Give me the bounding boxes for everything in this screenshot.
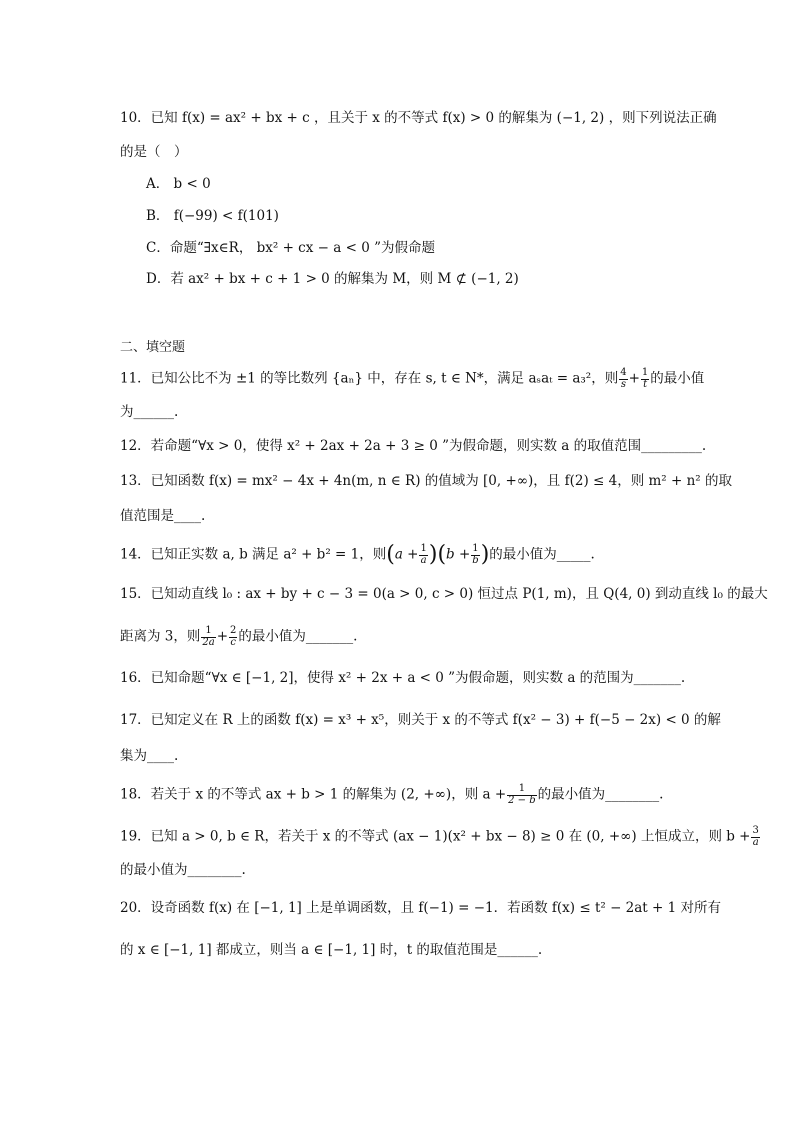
q20-line2: 的 x ∈ [−1, 1] 都成立，则当 a ∈ [−1, 1] 时，t 的取值范围是______. — [120, 942, 543, 958]
q19-fraction-3-over-a: $\frac{3}{a}$ — [752, 825, 759, 848]
q15-text-b: 的最小值为_______. — [238, 628, 358, 645]
q19-line2: 的最小值为________. — [120, 862, 246, 878]
q14-text-a: 14．已知正实数 a, b 满足 a² + b² = 1，则 — [120, 546, 387, 563]
q14-line1 — [120, 544, 595, 566]
q18-text-b: 的最小值为________. — [537, 786, 664, 803]
q20-line1: 20．设奇函数 f(x) 在 [−1, 1] 上是单调函数，且 f(−1) = −1．若函数 f(x) ≤ t² − 2at + 1 对所有 — [120, 900, 722, 916]
q14-paren-open-1: ( — [386, 542, 395, 567]
q18-line1 — [120, 784, 663, 806]
q15-fraction-2-over-c: $\frac{2}{c}$ — [230, 625, 237, 648]
q11-fraction-1-over-t: $\frac{1}{t}$ — [641, 367, 649, 390]
q10-stem-line2: 的是（ ） — [120, 144, 188, 160]
q15-plus: + — [216, 628, 229, 645]
q13-line2: 值范围是____. — [120, 508, 206, 524]
q15-fraction-1-over-2a: $\frac{1}{2a}$ — [202, 625, 215, 648]
q16-line1: 16．已知命题“∀x ∈ [−1, 2]，使得 x² + 2x + a < 0 ”为假命题，则实数 a 的范围为_______. — [120, 670, 686, 686]
q14-fraction-1-over-b: $\frac{1}{b}$ — [472, 543, 479, 566]
q10-stem-line1: 10．已知 f(x) = ax² + bx + c ，且关于 x 的不等式 f(x) > 0 的解集为 (−1, 2) ，则下列说法正确 — [120, 110, 717, 126]
q14-expr-b: b + — [446, 546, 471, 563]
q17-line1: 17．已知定义在 R 上的函数 f(x) = x³ + x⁵，则关于 x 的不等式 f(x² − 3) + f(−5 − 2x) < 0 的解 — [120, 712, 721, 728]
q15-text-a: 距离为 3，则 — [120, 628, 201, 645]
q10-option-a: A． b < 0 — [146, 176, 211, 192]
q14-paren-close-2: ) — [480, 542, 490, 567]
q12-line1: 12．若命题“∀x > 0，使得 x² + 2ax + 2a + 3 ≥ 0 ”为假命题，则实数 a 的取值范围_________. — [120, 438, 707, 454]
q19-text-a: 19．已知 a > 0, b ∈ R，若关于 x 的不等式 (ax − 1)(x² + bx − 8) ≥ 0 在 (0, +∞) 上恒成立，则 b + — [120, 828, 751, 845]
q10-option-d: D．若 ax² + bx + c + 1 > 0 的解集为 M，则 M ⊄ (−1, 2) — [146, 271, 519, 287]
q10-option-b: B． f(−99) < f(101) — [146, 208, 279, 224]
q11-text-a: 11．已知公比不为 ±1 的等比数列 {aₙ} 中，存在 s, t ∈ N*，满足 aₛaₜ = a₃²，则 — [120, 370, 619, 387]
q14-paren-close-1: ) — [428, 542, 438, 567]
q11-fraction-4-over-s: $\frac{4}{s}$ — [620, 367, 627, 390]
q11-line1 — [120, 368, 704, 390]
q14-text-b: 的最小值为_____. — [489, 546, 595, 563]
q15-line1: 15．已知动直线 l₀ : ax + by + c − 3 = 0(a > 0, c > 0) 恒过点 P(1, m)，且 Q(4, 0) 到动直线 l₀ 的最大 — [120, 586, 768, 602]
q14-expr-a: a + — [394, 546, 419, 563]
q15-line2 — [120, 626, 357, 648]
q11-text-b: 的最小值 — [650, 370, 705, 387]
q11-line2: 为______. — [120, 404, 179, 420]
q14-paren-open-2: ( — [437, 542, 447, 567]
section-title-fill-blank: 二、填空题 — [120, 340, 186, 355]
q14-fraction-1-over-a: $\frac{1}{a}$ — [420, 543, 427, 566]
q19-line1 — [120, 826, 761, 848]
q10-option-c: C．命题“∃x∈R， bx² + cx − a < 0 ”为假命题 — [146, 240, 435, 256]
q18-fraction-1-over-2-minus-b: $\frac{1}{2 - b}$ — [508, 783, 536, 806]
q18-text-a: 18．若关于 x 的不等式 ax + b > 1 的解集为 (2, +∞)，则 a + — [120, 786, 507, 803]
q13-line1: 13．已知函数 f(x) = mx² − 4x + 4n(m, n ∈ R) 的值域为 [0, +∞)，且 f(2) ≤ 4，则 m² + n² 的取 — [120, 473, 732, 489]
q11-plus: + — [628, 370, 640, 387]
q17-line2: 集为____. — [120, 748, 179, 764]
